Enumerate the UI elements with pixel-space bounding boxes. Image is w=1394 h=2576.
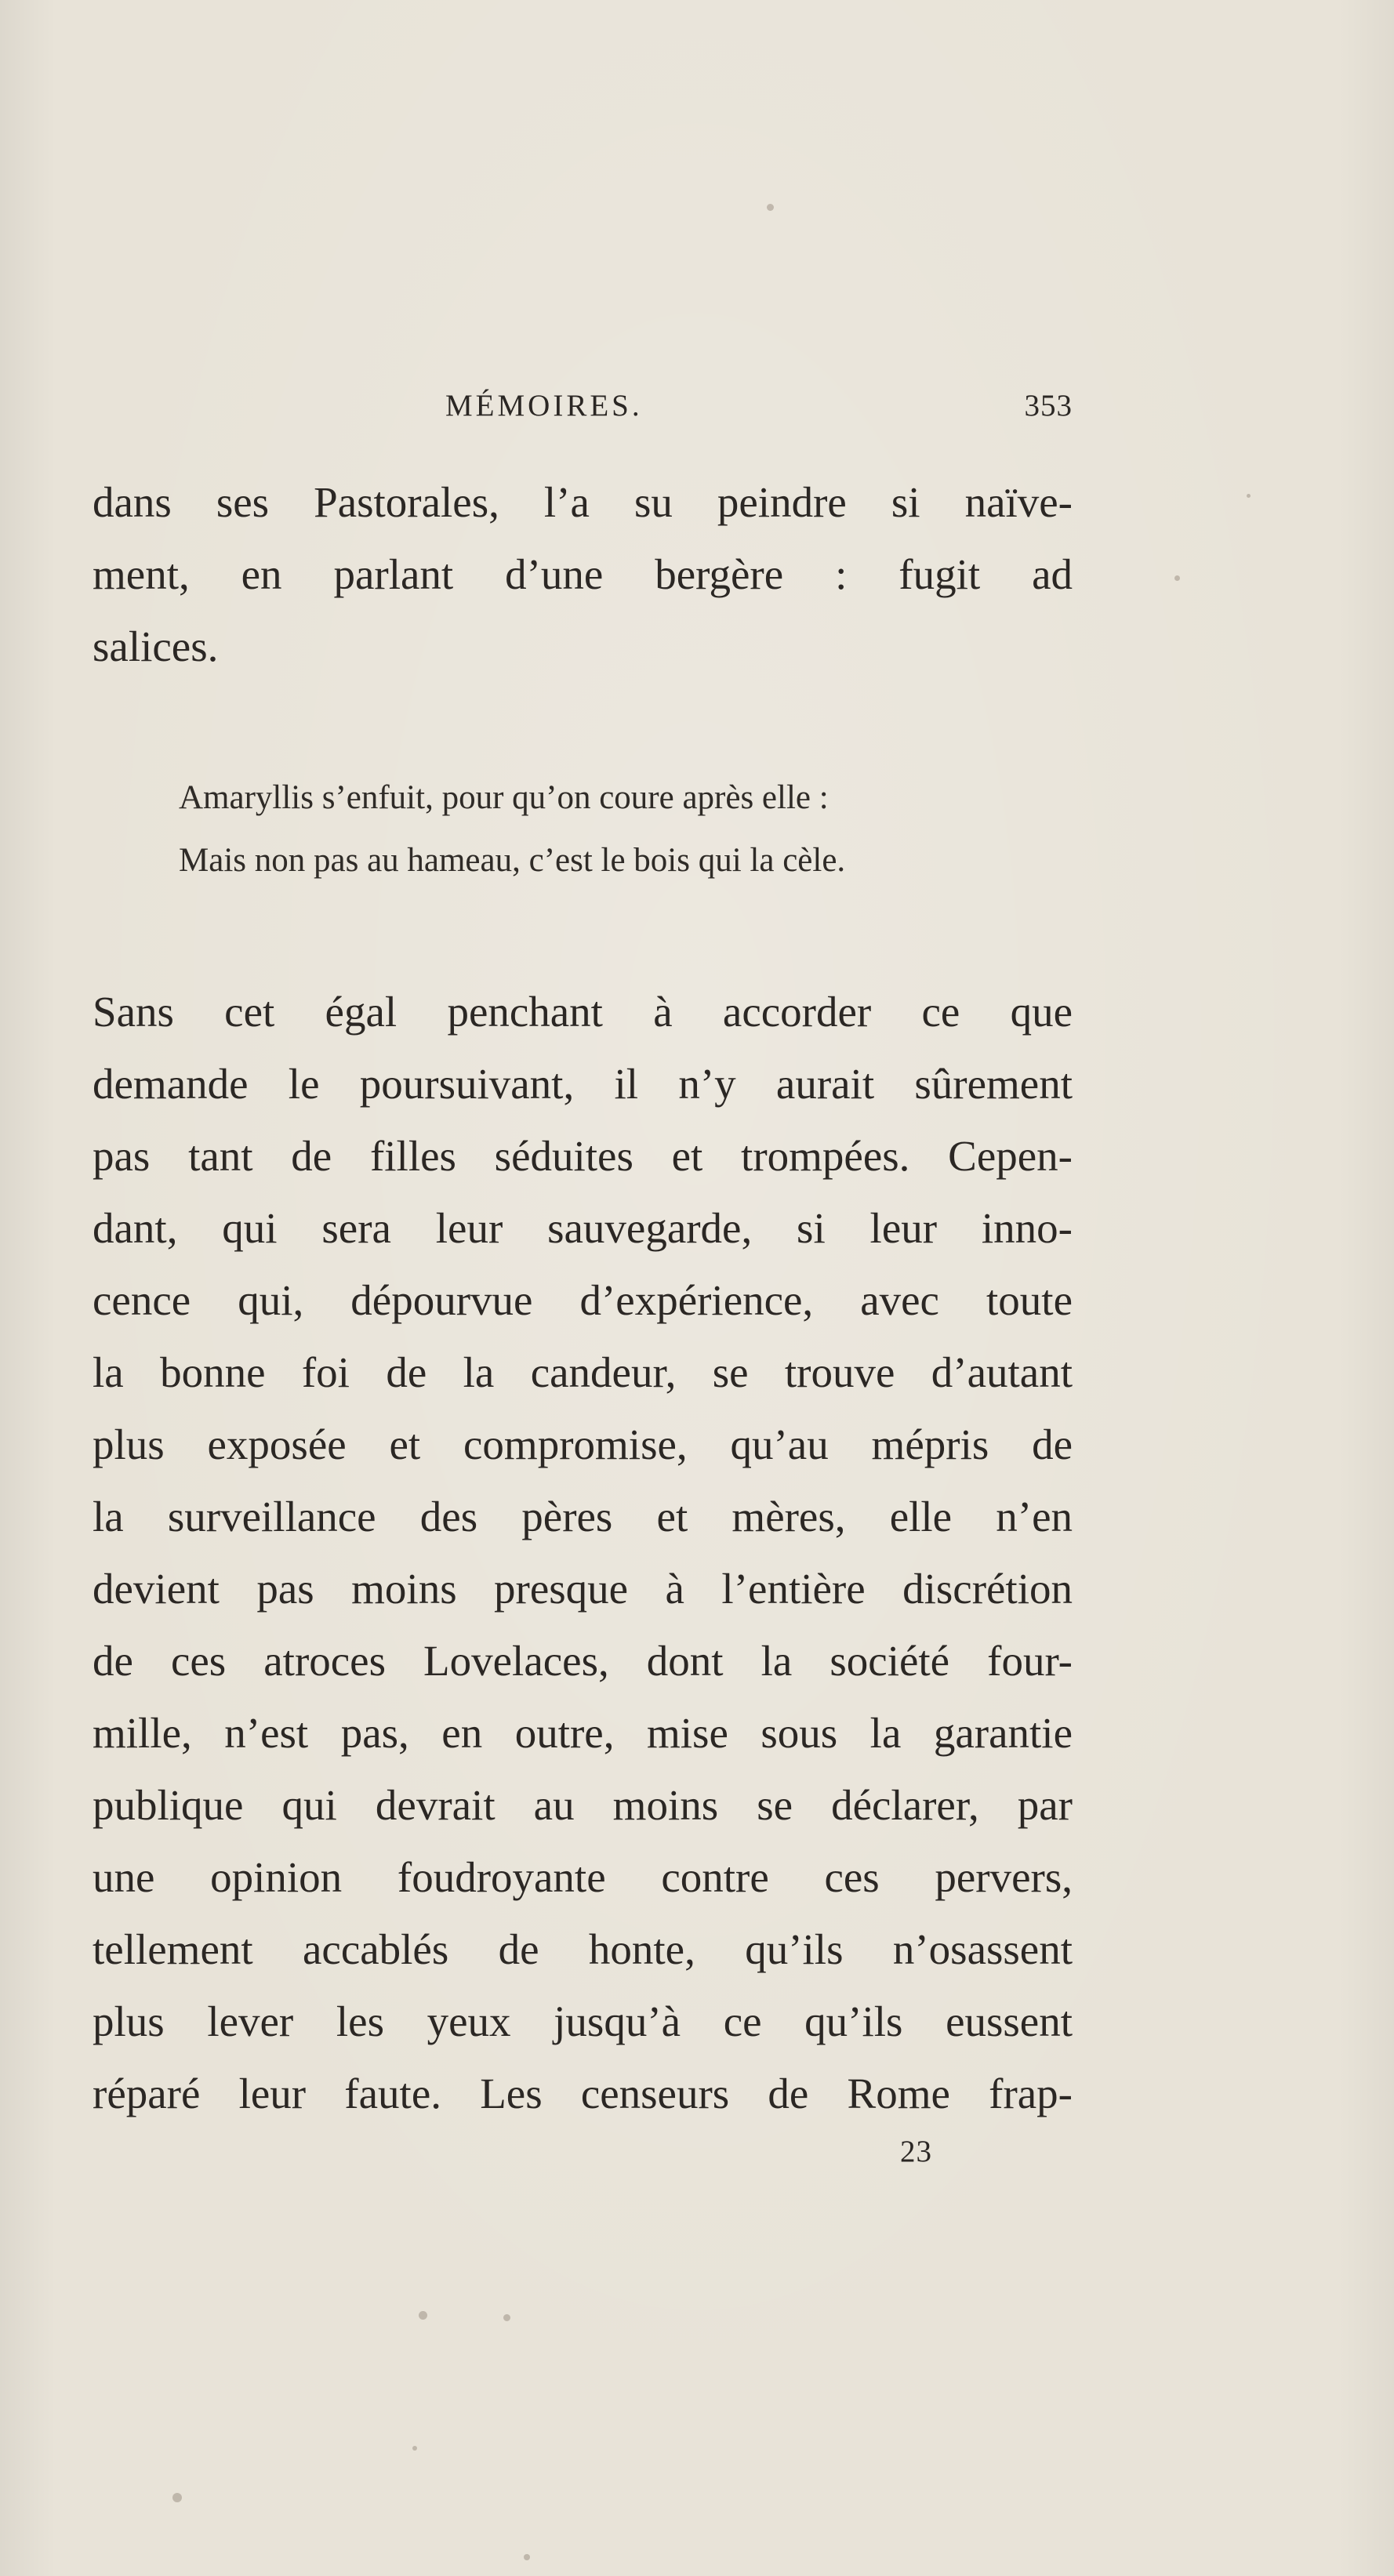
text-line: réparé leur faute. Les censeurs de Rome frap- bbox=[93, 2070, 1073, 2117]
verse-line: Mais non pas au hameau, c’est le bois qui la cèle. bbox=[179, 842, 846, 879]
text-line: mille, n’est pas, en outre, mise sous la garantie bbox=[93, 1709, 1073, 1757]
text-line: salices. bbox=[93, 622, 219, 670]
paper-spot bbox=[1247, 494, 1251, 498]
text-line: publique qui devrait au moins se déclarer, par bbox=[93, 1781, 1073, 1829]
text-line: plus exposée et compromise, qu’au mépris de bbox=[93, 1420, 1073, 1468]
text-line: une opinion foudroyante contre ces pervers, bbox=[93, 1853, 1073, 1901]
page-number: 353 bbox=[1024, 389, 1073, 423]
paper-spot bbox=[412, 2446, 417, 2451]
text-line: tellement accablés de honte, qu’ils n’osassent bbox=[93, 1925, 1073, 1973]
text-line: de ces atroces Lovelaces, dont la société four- bbox=[93, 1637, 1073, 1685]
text-line: plus lever les yeux jusqu’à ce qu’ils eussent bbox=[93, 1997, 1073, 2045]
paper-spot bbox=[1174, 575, 1180, 581]
running-title: MÉMOIRES. bbox=[445, 389, 643, 423]
text-line: devient pas moins presque à l’entière discrétion bbox=[93, 1565, 1073, 1613]
text-line: dant, qui sera leur sauvegarde, si leur inno- bbox=[93, 1204, 1073, 1252]
verse-line: Amaryllis s’enfuit, pour qu’on coure après elle : bbox=[179, 779, 829, 816]
text-line: cence qui, dépourvue d’expérience, avec toute bbox=[93, 1276, 1073, 1324]
paper-spot bbox=[767, 204, 774, 211]
text-line: la bonne foi de la candeur, se trouve d’autant bbox=[93, 1348, 1073, 1396]
text-line: dans ses Pastorales, l’a su peindre si naïve- bbox=[93, 478, 1073, 526]
signature-mark: 23 bbox=[900, 2135, 932, 2168]
paper-spot bbox=[503, 2314, 510, 2321]
verse-quotation bbox=[179, 767, 1002, 892]
paper-spot bbox=[524, 2554, 530, 2560]
running-head bbox=[93, 388, 1073, 443]
text-line: Sans cet égal penchant à accorder ce que bbox=[93, 988, 1073, 1036]
opening-paragraph bbox=[93, 466, 1073, 686]
paper-spot bbox=[172, 2493, 182, 2502]
main-paragraph bbox=[93, 976, 1073, 2132]
text-line: la surveillance des pères et mères, elle n’en bbox=[93, 1493, 1073, 1540]
paper-spot bbox=[419, 2311, 427, 2320]
text-line: demande le poursuivant, il n’y aurait sûrement bbox=[93, 1060, 1073, 1108]
text-line: pas tant de filles séduites et trompées. Cepen- bbox=[93, 1132, 1073, 1180]
text-line: ment, en parlant d’une bergère : fugit ad bbox=[93, 550, 1073, 598]
